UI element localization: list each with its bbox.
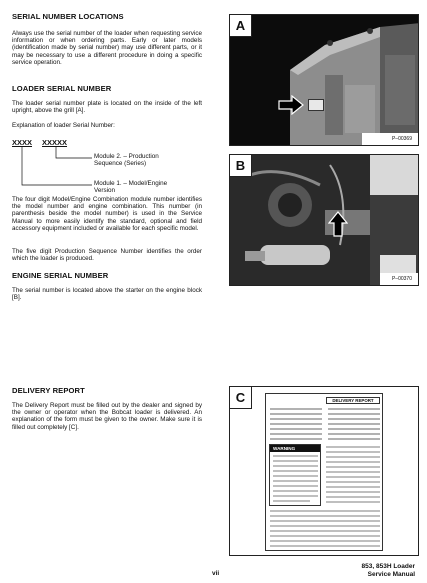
arrow-up-icon — [328, 211, 348, 237]
format-part2: XXXXX — [42, 138, 68, 147]
figure-a-photo — [230, 15, 419, 146]
delivery-report-body: The Delivery Report must be filled out by the dealer and signed by the owner or operator when the Bobcat loader is delivered. An explanation of the form must be given to the owner. Make sure it is filled out completely [C]. — [12, 402, 202, 431]
module-explanation-para: The four digit Model/Engine Combination module number identifies the model number and engine combination. This number (in parenthesis beside the model number) is used in the Service Manual to more easily identify the standard, optional and field accessory equipment included or available for each specific model. — [12, 196, 202, 232]
form-top-lines — [266, 406, 384, 448]
figure-a-letter: A — [230, 15, 252, 37]
serial-locations-body: Always use the serial number of the loader when requesting service information or when ordering parts. Early or later models (identification made by serial number) may use different parts, or it may be necessary to use a different procedure in doing a specific service operation. — [12, 30, 202, 66]
module1-label: Module 1. – Model/Engine Version — [94, 180, 168, 195]
format-connector-lines — [12, 146, 102, 198]
figure-a-code: P–00369 — [391, 136, 412, 142]
figure-a-plate — [308, 99, 324, 111]
loader-serial-body: The loader serial number plate is located on the inside of the left upright, above the grill [A]. — [12, 100, 202, 115]
engine-serial-body: The serial number is located above the starter on the engine block [B]. — [12, 287, 202, 302]
figure-c-letter: C — [230, 387, 252, 409]
figure-b — [229, 154, 419, 286]
figure-c — [229, 386, 419, 556]
form-right-lines — [324, 444, 384, 506]
delivery-report-form — [265, 393, 383, 551]
serial-format-diagram — [12, 138, 202, 195]
figure-b-code: P–00370 — [391, 276, 412, 282]
serial-locations-heading: SERIAL NUMBER LOCATIONS — [12, 12, 124, 21]
form-title: DELIVERY REPORT — [326, 397, 380, 404]
explanation-label: Explanation of loader Serial Number: — [12, 122, 115, 129]
format-part1: XXXX — [12, 138, 33, 147]
figure-b-letter: B — [230, 155, 252, 177]
production-sequence-para: The five digit Production Sequence Number identifies the order which the loader is produced. — [12, 248, 202, 263]
engine-serial-heading: ENGINE SERIAL NUMBER — [12, 271, 109, 280]
delivery-report-heading: DELIVERY REPORT — [12, 386, 85, 395]
page-number: vii — [212, 570, 220, 577]
manual-title: 853, 853H Loader Service Manual — [361, 563, 415, 578]
form-warning-box — [269, 444, 321, 506]
warning-lines — [270, 453, 322, 507]
module2-label: Module 2. – Production Sequence (Series) — [94, 153, 159, 168]
figure-a — [229, 14, 419, 146]
form-bottom-lines — [266, 508, 384, 552]
arrow-icon — [278, 95, 304, 115]
warning-label: WARNING — [270, 445, 320, 452]
loader-serial-heading: LOADER SERIAL NUMBER — [12, 84, 112, 93]
figure-b-photo — [230, 155, 419, 286]
